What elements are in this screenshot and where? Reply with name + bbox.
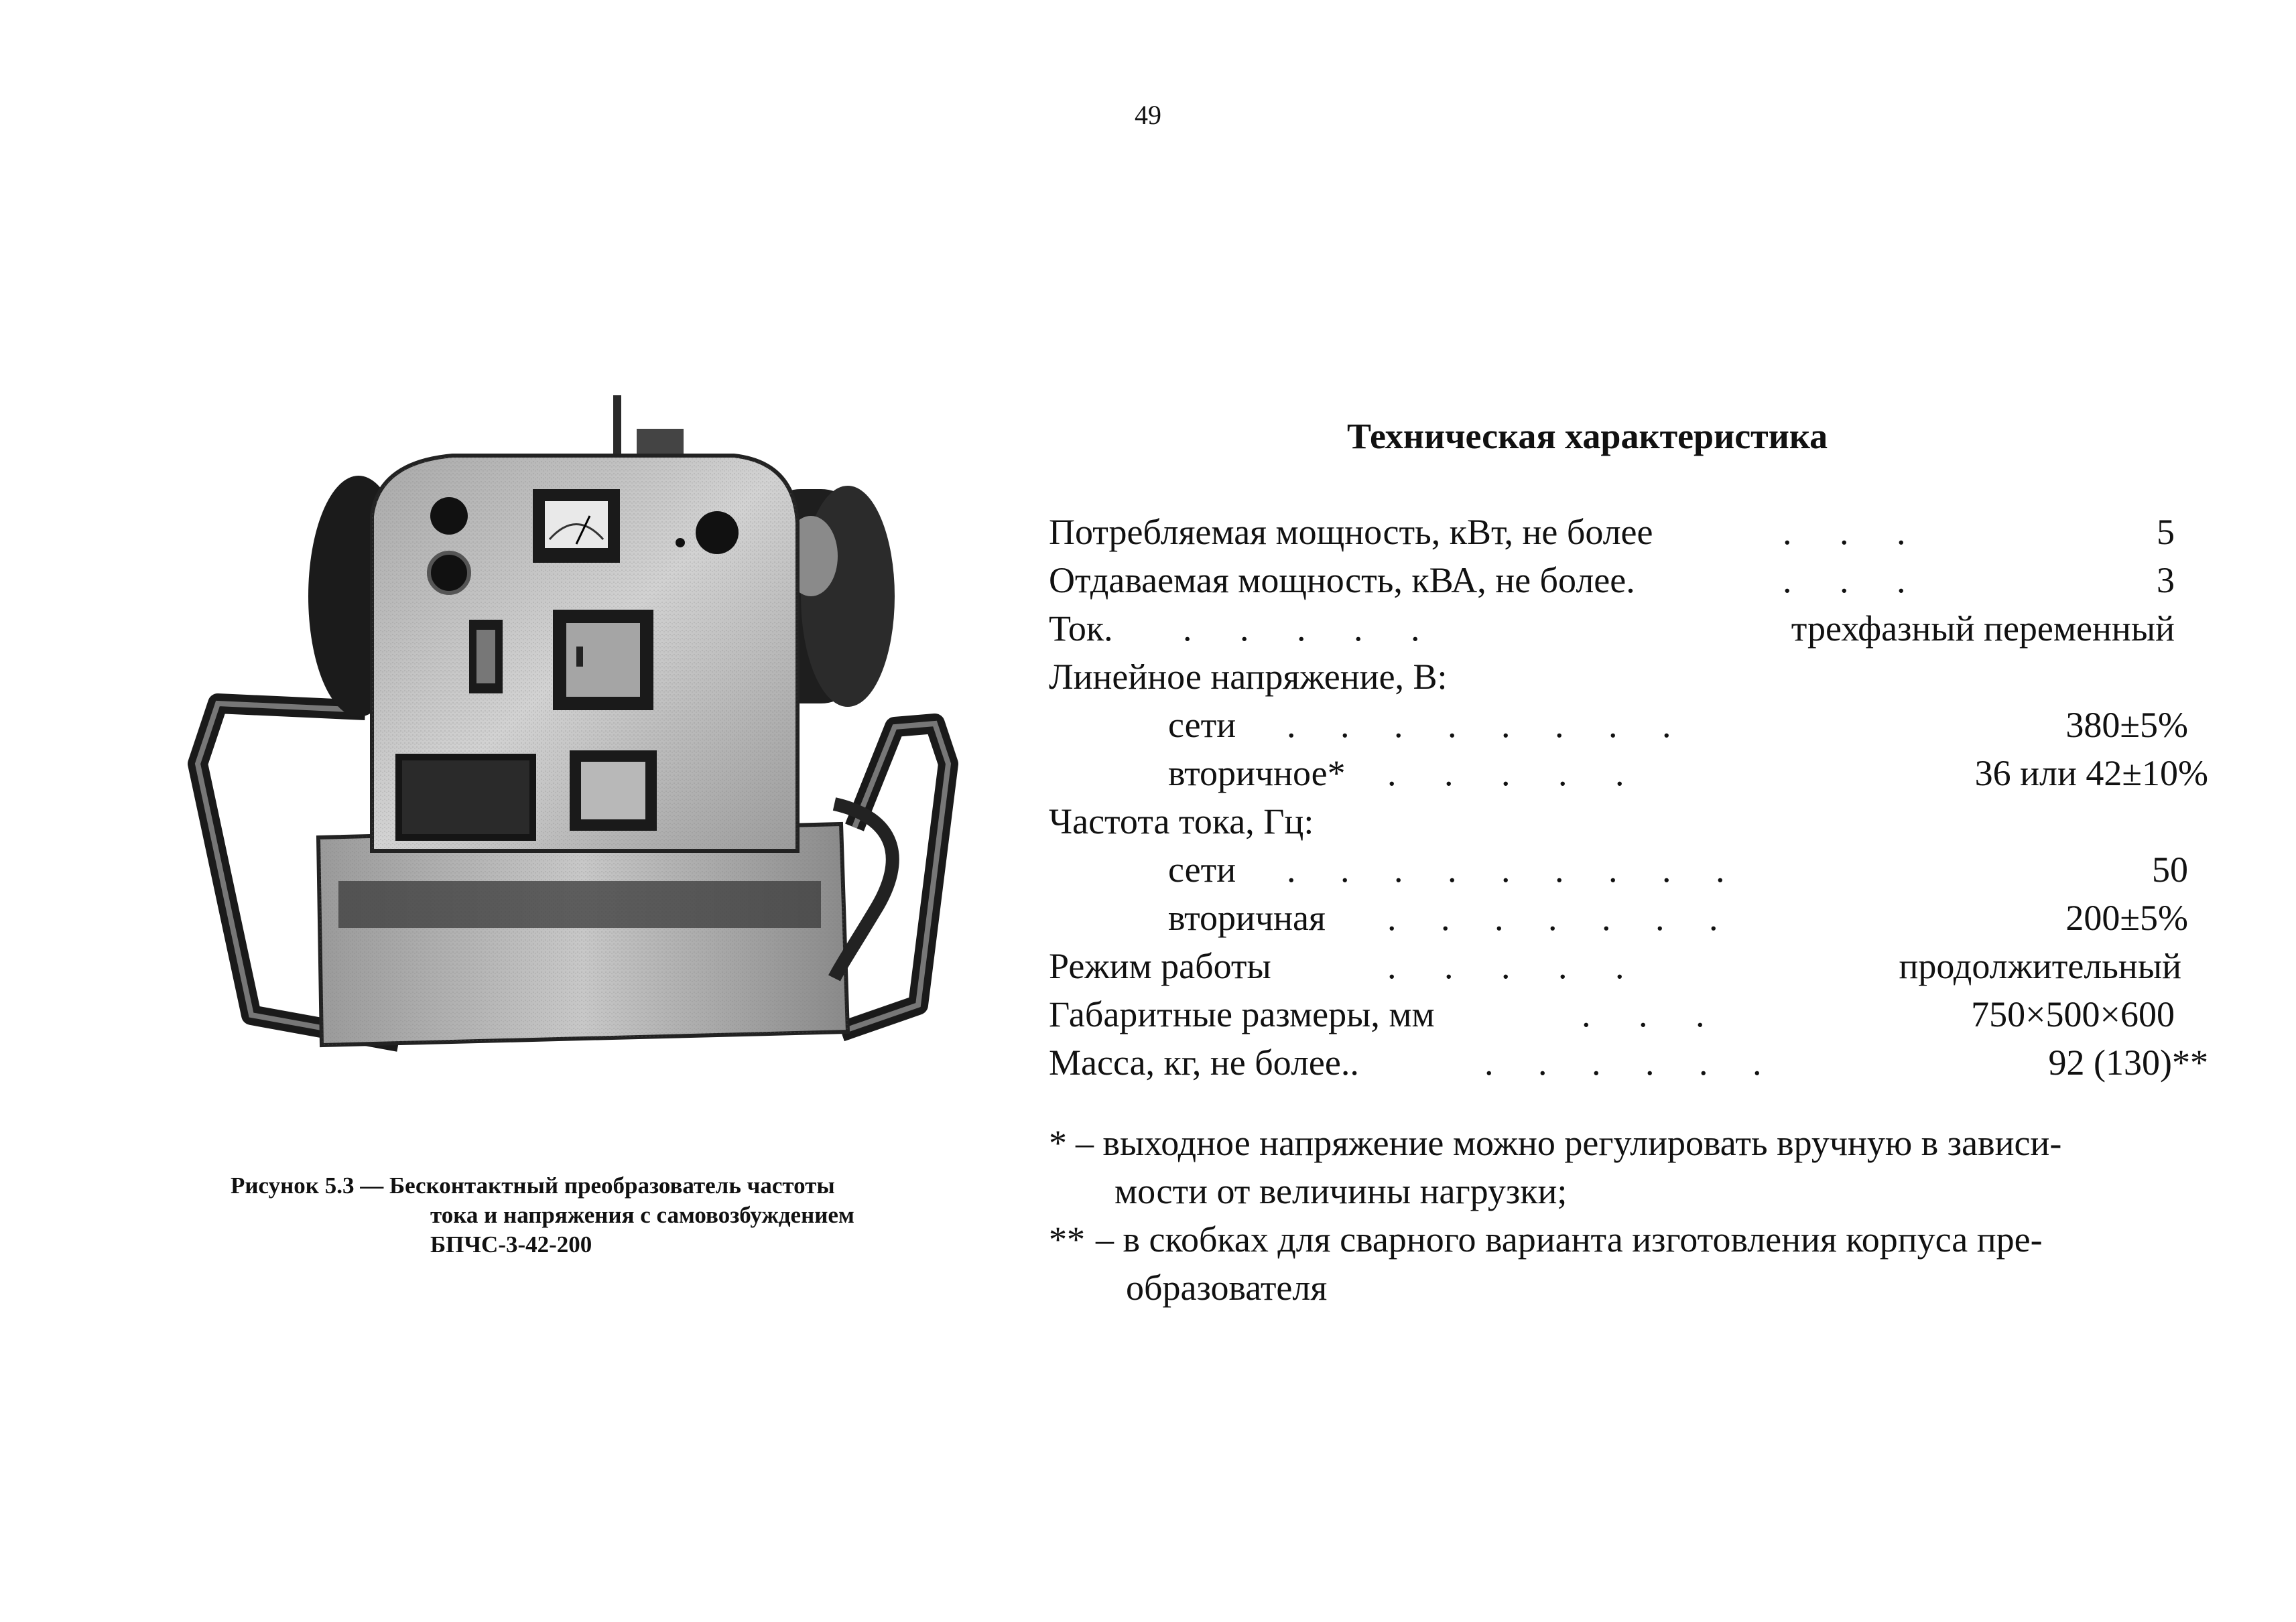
spec-row-power-output: Отдаваемая мощность, кВА, не более. . . . 3 (1049, 556, 2188, 604)
spec-row-frequency-secondary: вторичная . . . . . . . 200±5% (1049, 894, 2188, 942)
spec-value: 36 или 42±10% (1974, 753, 2208, 793)
spec-value: 3 (2157, 560, 2175, 600)
footnote-text-cont: образователя (1126, 1268, 1328, 1308)
spec-label: Линейное напряжение, В: (1049, 657, 1448, 697)
spec-value: продолжительный (1899, 946, 2181, 986)
footnote-1 (1049, 1119, 2202, 1215)
spec-value: 50 (2152, 850, 2188, 890)
spec-label: сети (1168, 705, 1236, 745)
spec-row-mode: Режим работы . . . . . продолжительный (1049, 942, 2188, 990)
footnote-mark: ** (1049, 1219, 1085, 1260)
device-photo (171, 389, 975, 1092)
spec-row-mass: Масса, кг, не более.. . . . . . . 92 (130)** (1049, 1038, 2188, 1087)
spec-row-frequency (1049, 797, 2188, 846)
spec-value: 92 (130)** (2048, 1042, 2208, 1083)
spec-table (1049, 508, 2208, 1087)
spec-label: Отдаваемая мощность, кВА, не более. (1049, 560, 1635, 600)
footnote-2 (1049, 1215, 2202, 1312)
spec-value: 750×500×600 (1971, 994, 2175, 1034)
caption-line-1: Рисунок 5.3 — Бесконтактный преобразователь частоты (231, 1172, 835, 1199)
spec-label: Частота тока, Гц: (1049, 801, 1314, 841)
spec-row-frequency-mains: сети . . . . . . . . . 50 (1049, 846, 2188, 894)
spec-title: Техническая характеристика (1347, 416, 1828, 456)
caption-line-3: БПЧС-3-42-200 (430, 1231, 592, 1258)
spec-value: 200±5% (2065, 898, 2188, 938)
page-number: 49 (1135, 100, 1161, 130)
spec-row-dimensions: Габаритные размеры, мм . . . 750×500×600 (1049, 990, 2188, 1038)
spec-label: Масса, кг, не более.. (1049, 1042, 1359, 1083)
spec-label: сети (1168, 850, 1236, 890)
figure-caption (231, 1171, 981, 1260)
spec-label: Ток. (1049, 608, 1113, 649)
caption-line-2: тока и напряжения с самовозбуждением (430, 1202, 854, 1228)
spec-value: 380±5% (2065, 705, 2188, 745)
footnote-text-cont: мости от величины нагрузки; (1114, 1171, 1568, 1211)
footnote-text: – выходное напряжение можно регулировать вручную в зависи- (1076, 1123, 2062, 1163)
spec-label: Потребляемая мощность, кВт, не более (1049, 512, 1653, 552)
spec-value: трехфазный переменный (1791, 608, 2175, 649)
spec-row-current: Ток. . . . . . трехфазный переменный (1049, 604, 2188, 653)
footnote-mark: * (1049, 1123, 1067, 1163)
spec-row-line-voltage (1049, 653, 2188, 701)
spec-label: Режим работы (1049, 946, 1271, 986)
spec-row-voltage-mains: сети . . . . . . . . 380±5% (1049, 701, 2188, 749)
footnote-text: – в скобках для сварного варианта изготовления корпуса пре- (1096, 1219, 2043, 1260)
spec-label: вторичная (1168, 898, 1326, 938)
footnotes (1049, 1119, 2202, 1312)
spec-row-voltage-secondary: вторичное* . . . . . 36 или 42±10% (1049, 749, 2188, 797)
spec-row-power-consumed: Потребляемая мощность, кВт, не более . . . 5 (1049, 508, 2188, 556)
spec-label: Габаритные размеры, мм (1049, 994, 1435, 1034)
frequency-converter-image (171, 389, 975, 1092)
spec-label: вторичное* (1168, 753, 1346, 793)
spec-value: 5 (2157, 512, 2175, 552)
